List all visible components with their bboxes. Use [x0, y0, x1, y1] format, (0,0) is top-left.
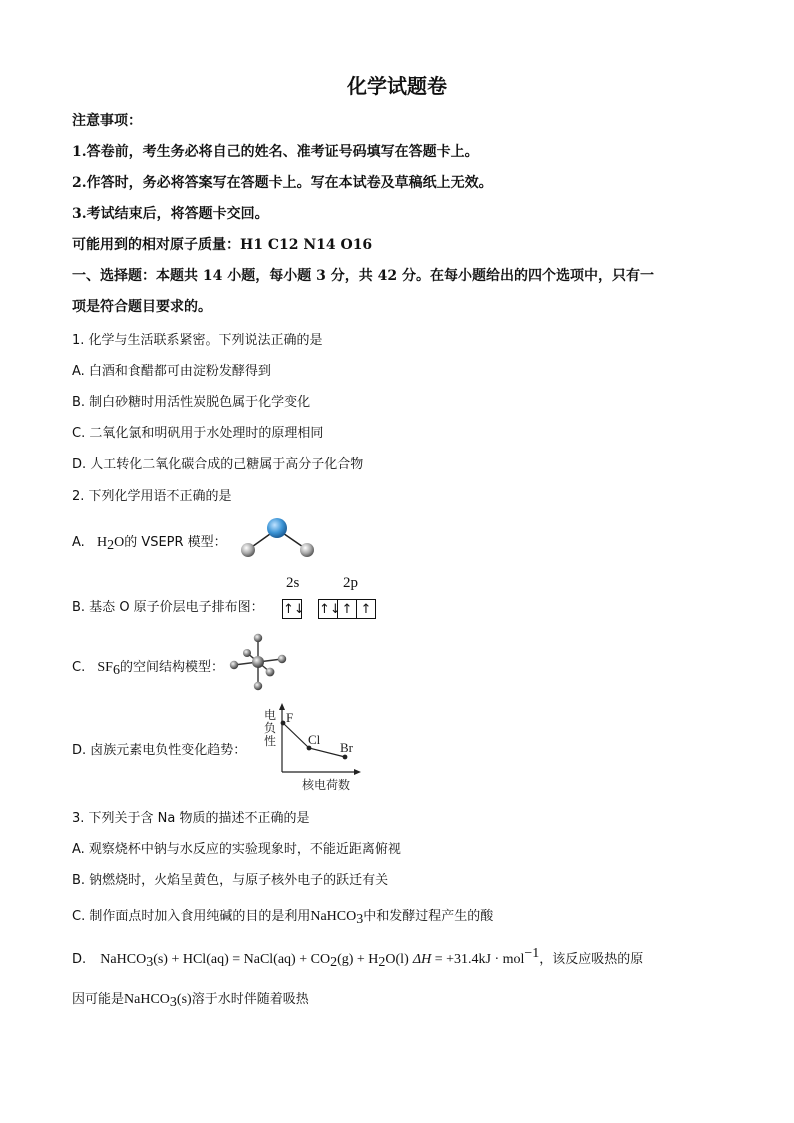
- q2-a-prefix: A.: [72, 535, 85, 550]
- graph-label-cl: Cl: [308, 732, 321, 747]
- fluorine-atom-left: [230, 661, 238, 669]
- q3-d-eq2-sub: 2: [330, 955, 338, 970]
- sulfur-atom: [252, 656, 264, 668]
- q3-c-chem: NaHCO: [310, 909, 357, 924]
- q2-a-sub: 2: [107, 538, 115, 553]
- q3-c-sub: 3: [356, 912, 364, 927]
- q3-option-c: [72, 905, 493, 928]
- q3-d2-chem: NaHCO: [124, 992, 170, 1007]
- q2-c-tail: 的空间结构模型：: [119, 660, 224, 675]
- q2-option-c: [72, 656, 224, 679]
- q2-stem: 2. 下列化学用语不正确的是: [72, 489, 232, 504]
- graph-point-br: [343, 755, 348, 760]
- q1-option-d: D. 人工转化二氧化碳合成的己糖属于高分子化合物: [72, 457, 364, 472]
- q3-d-eq3-sub: 2: [378, 955, 386, 970]
- section-heading-line2: 项是符合题目要求的。: [72, 299, 212, 315]
- q3-d-prefix: D.: [72, 952, 87, 967]
- graph-label-br: Br: [340, 740, 353, 755]
- q3-d-value: = +31.4kJ · mol: [431, 952, 525, 967]
- orbital-cell-2p-1: ↑↓: [318, 599, 338, 619]
- q3-c-pre: C. 制作面点时加入食用纯碱的目的是利用: [72, 909, 311, 924]
- q2-c-sub: 6: [112, 663, 120, 678]
- fluorine-atom-right: [278, 655, 286, 663]
- q3-d2-chem2: (s): [176, 992, 192, 1007]
- oxygen-atom: [267, 518, 287, 538]
- q3-d-sup: −1: [524, 946, 540, 961]
- orbital-cell-2p-3: ↑: [356, 599, 376, 619]
- q3-option-b: B. 钠燃烧时，火焰呈黄色，与原子核外电子的跃迁有关: [72, 873, 389, 888]
- orbital-diagram: [282, 575, 402, 623]
- orbital-cell-2p-2: ↑: [337, 599, 357, 619]
- graph-ylabel-char-3: 性: [264, 734, 277, 748]
- q2-a-h: H: [96, 535, 108, 550]
- q2-c-sf: SF: [97, 660, 113, 675]
- q2-option-b: B. 基态 O 原子价层电子排布图：: [72, 600, 264, 615]
- orbital-cell-2s: ↑↓: [282, 599, 302, 619]
- hydrogen-atom-left: [241, 543, 255, 557]
- q3-d-eq1-sub: 3: [146, 955, 154, 970]
- graph-point-f: [281, 721, 286, 726]
- electronegativity-trend-graph: [258, 702, 368, 794]
- q3-stem: 3. 下列关于含 Na 物质的描述不正确的是: [72, 811, 310, 826]
- notice-item-2: 2.作答时，务必将答案写在答题卡上。写在本试卷及草稿纸上无效。: [72, 175, 493, 191]
- q2-c-prefix: C.: [72, 660, 86, 675]
- notice-item-1: 1.答卷前，考生务必将自己的姓名、准考证号码填写在答题卡上。: [72, 144, 479, 160]
- q1-option-b: B. 制白砂糖时用活性炭脱色属于化学变化: [72, 395, 311, 410]
- fluorine-atom-back: [243, 649, 251, 657]
- q3-d-eq1: NaHCO: [100, 952, 147, 967]
- fluorine-atom-front: [266, 668, 275, 677]
- q3-d2-pre: 因可能是: [72, 992, 125, 1007]
- notice-heading: 注意事项：: [72, 113, 142, 129]
- q3-d-eq3: (g) + H: [337, 952, 379, 967]
- q3-option-a: A. 观察烧杯中钠与水反应的实验现象时，不能近距离俯视: [72, 842, 401, 857]
- q2-option-a: [72, 531, 227, 554]
- graph-xlabel: 核电荷数: [302, 778, 351, 792]
- q3-c-post: 中和发酵过程产生的酸: [363, 909, 494, 924]
- q1-option-a: A. 白酒和食醋都可由淀粉发酵得到: [72, 364, 271, 379]
- q3-d-eq4: O(l): [385, 952, 409, 967]
- section-heading-line1: 一、选择题：本题共 14 小题，每小题 3 分，共 42 分。在每小题给出的四个选项中，只有一: [72, 268, 654, 284]
- hydrogen-atom-right: [300, 543, 314, 557]
- q3-d2-post: 溶于水时伴随着吸热: [191, 992, 309, 1007]
- graph-y-arrow: [279, 703, 285, 710]
- q3-option-d: [72, 946, 643, 971]
- graph-ylabel-char-1: 电: [264, 708, 277, 722]
- q3-d-delta-h: ΔH: [412, 952, 432, 967]
- notice-item-3: 3.考试结束后，将答题卡交回。: [72, 206, 269, 222]
- q2-option-d: D. 卤族元素电负性变化趋势：: [72, 743, 247, 758]
- q2-a-tail: 的 VSEPR 模型：: [124, 535, 227, 550]
- fluorine-atom-bottom: [254, 682, 262, 690]
- page-title: 化学试题卷: [347, 74, 447, 98]
- fluorine-atom-top: [254, 634, 262, 642]
- graph-x-arrow: [354, 769, 361, 775]
- sf6-structure-model: [226, 632, 290, 692]
- q3-d-eq2: (s) + HCl(aq) = NaCl(aq) + CO: [153, 952, 331, 967]
- q3-d2-sub: 3: [169, 995, 177, 1010]
- graph-ylabel-char-2: 负: [264, 721, 277, 735]
- orbital-label-2s: 2s: [286, 575, 300, 591]
- orbital-label-2p: 2p: [343, 575, 358, 591]
- q1-option-c: C. 二氧化氯和明矾用于水处理时的原理相同: [72, 426, 324, 441]
- q2-a-o: O: [114, 535, 125, 550]
- q3-option-d-line2: [72, 988, 309, 1011]
- atomic-mass-line: 可能用到的相对原子质量：H1 C12 N14 O16: [72, 237, 373, 253]
- water-vsepr-model: [236, 515, 322, 563]
- q3-d-tail: ，该反应吸热的原: [539, 952, 644, 967]
- q1-stem: 1. 化学与生活联系紧密。下列说法正确的是: [72, 333, 323, 348]
- graph-label-f: F: [286, 710, 294, 725]
